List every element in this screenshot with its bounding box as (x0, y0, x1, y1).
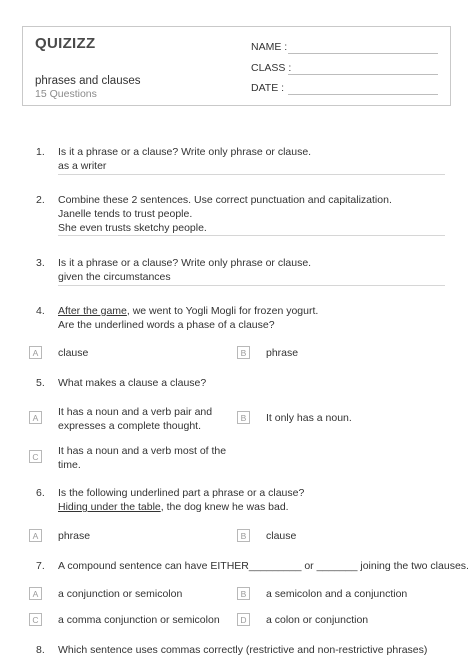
question-prompt: given the circumstances (58, 271, 171, 283)
name-field[interactable] (288, 53, 438, 54)
date-field[interactable] (288, 94, 438, 95)
option-text: It only has a noun. (266, 412, 352, 424)
underlined-phrase: After the game (58, 305, 127, 317)
worksheet-header (22, 26, 451, 106)
option-text: a comma conjunction or semicolon (58, 614, 220, 626)
underlined-phrase: Hiding under the table (58, 501, 161, 513)
question-subtext: Are the underlined words a phase of a clause? (58, 319, 275, 331)
question-number: 7. (36, 560, 45, 572)
question-text: Which sentence uses commas correctly (restrictive and non-restrictive phrases) (58, 644, 428, 656)
option-text: expresses a complete thought. (58, 420, 202, 432)
question-text: Is it a phrase or a clause? Write only phrase or clause. (58, 146, 312, 158)
option-text: It has a noun and a verb pair and (58, 406, 213, 418)
option-letter-box: C (29, 450, 42, 463)
class-label: CLASS : (251, 62, 292, 74)
option-text: phrase (266, 347, 299, 359)
question-text: After the game, we went to Yogli Mogli for frozen yogurt. (58, 305, 319, 317)
question-number: 8. (36, 644, 45, 656)
worksheet-title: phrases and clauses (35, 75, 141, 87)
option-letter-box: B (237, 529, 250, 542)
option-letter-box: B (237, 411, 250, 424)
date-label: DATE : (251, 82, 285, 94)
question-text: What makes a clause a clause? (58, 377, 207, 389)
option-text: It has a noun and a verb most of the (58, 445, 227, 457)
answer-line[interactable] (58, 235, 445, 236)
answer-line[interactable] (58, 174, 445, 175)
option-text: a conjunction or semicolon (58, 588, 183, 600)
question-subtext: Hiding under the table, the dog knew he was bad. (58, 501, 289, 513)
option-letter-box: B (237, 587, 250, 600)
question-text: Is the following underlined part a phrase or a clause? (58, 487, 305, 499)
option-letter-box: B (237, 346, 250, 359)
question-number: 5. (36, 377, 45, 389)
question-prompt: as a writer (58, 160, 107, 172)
option-letter-box: A (29, 411, 42, 424)
question-number: 1. (36, 146, 45, 158)
question-number: 4. (36, 305, 45, 317)
option-text: a colon or conjunction (266, 614, 369, 626)
question-sentence-1: Janelle tends to trust people. (58, 208, 193, 220)
option-letter-box: A (29, 346, 42, 359)
question-text: Is it a phrase or a clause? Write only phrase or clause. (58, 257, 312, 269)
option-text: clause (58, 347, 89, 359)
answer-line[interactable] (58, 285, 445, 286)
option-text: a semicolon and a conjunction (266, 588, 408, 600)
option-text: time. (58, 459, 81, 471)
question-number: 3. (36, 257, 45, 269)
question-text: Combine these 2 sentences. Use correct punctuation and capitalization. (58, 194, 392, 206)
question-count: 15 Questions (35, 88, 97, 100)
option-letter-box: A (29, 587, 42, 600)
question-text: A compound sentence can have EITHER_________ or _______ joining the two clauses. (58, 560, 469, 572)
question-number: 6. (36, 487, 45, 499)
option-letter-box: A (29, 529, 42, 542)
option-letter-box: C (29, 613, 42, 626)
class-field[interactable] (288, 74, 438, 75)
option-letter-box: D (237, 613, 250, 626)
question-number: 2. (36, 194, 45, 206)
option-text: phrase (58, 530, 91, 542)
quizizz-logo: QUIZIZZ (35, 35, 96, 52)
option-text: clause (266, 530, 297, 542)
name-label: NAME : (251, 41, 288, 53)
question-sentence-2: She even trusts sketchy people. (58, 222, 207, 234)
